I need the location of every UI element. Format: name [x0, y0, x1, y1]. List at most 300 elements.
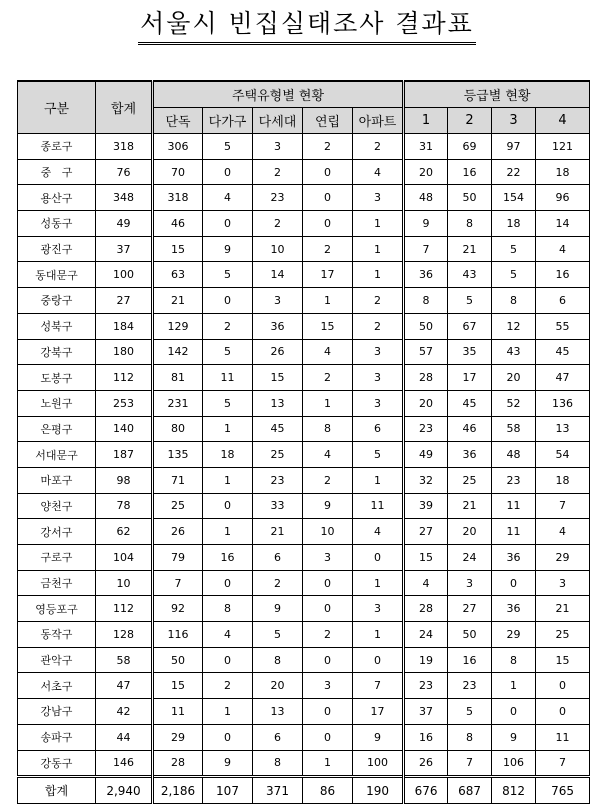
- type-row-house-cell: 1: [303, 390, 353, 416]
- type-row-house-cell: 2: [303, 467, 353, 493]
- district-total: 112: [96, 596, 153, 622]
- type-apartment-cell: 0: [353, 647, 404, 673]
- type-row-house-cell: 3: [303, 545, 353, 571]
- grade-2-cell: 69: [448, 134, 492, 160]
- grade-4-cell: 4: [536, 236, 590, 262]
- district-total: 180: [96, 339, 153, 365]
- grade-4-cell: 11: [536, 724, 590, 750]
- grade-4-cell: 0: [536, 699, 590, 725]
- district-name: 강북구: [18, 339, 96, 365]
- district-total: 100: [96, 262, 153, 288]
- district-total: 104: [96, 545, 153, 571]
- grade-4-cell: 3: [536, 570, 590, 596]
- grade-3-cell: 11: [492, 519, 536, 545]
- grade-2-cell: 17: [448, 365, 492, 391]
- type-apartment-cell: 17: [353, 699, 404, 725]
- type-detached-cell: 81: [153, 365, 203, 391]
- district-name: 도봉구: [18, 365, 96, 391]
- grade-3-cell: 22: [492, 159, 536, 185]
- type-apartment-cell: 11: [353, 493, 404, 519]
- table-row: [18, 724, 590, 750]
- district-total: 62: [96, 519, 153, 545]
- type-multi-family-cell: 4: [203, 185, 253, 211]
- type-multi-family-cell: 0: [203, 493, 253, 519]
- grade-1-cell: 32: [404, 467, 448, 493]
- grade-3-cell: 48: [492, 442, 536, 468]
- grade-2-cell: 35: [448, 339, 492, 365]
- type-apartment-cell: 1: [353, 262, 404, 288]
- district-total: 128: [96, 622, 153, 648]
- table-row: [18, 442, 590, 468]
- type-multi-family-cell: 9: [203, 236, 253, 262]
- grade-1-cell: 20: [404, 159, 448, 185]
- grade-4-cell: 55: [536, 313, 590, 339]
- district-total: 112: [96, 365, 153, 391]
- type-multi-household-cell: 371: [253, 777, 303, 804]
- district-name: 중 구: [18, 159, 96, 185]
- table-row: [18, 673, 590, 699]
- total-row: [18, 777, 590, 804]
- table-row: [18, 159, 590, 185]
- type-apartment-cell: 4: [353, 159, 404, 185]
- header-total: 합계: [96, 81, 153, 134]
- grade-4-cell: 14: [536, 211, 590, 237]
- type-multi-family-cell: 5: [203, 390, 253, 416]
- type-multi-household-cell: 9: [253, 596, 303, 622]
- type-row-house-cell: 0: [303, 724, 353, 750]
- type-row-house-cell: 86: [303, 777, 353, 804]
- grade-4-cell: 25: [536, 622, 590, 648]
- grade-4-cell: 765: [536, 777, 590, 804]
- header-type-detached: 단독: [153, 108, 203, 134]
- type-apartment-cell: 1: [353, 622, 404, 648]
- grade-3-cell: 0: [492, 699, 536, 725]
- grade-2-cell: 45: [448, 390, 492, 416]
- header-grade-1: 1: [404, 108, 448, 134]
- type-detached-cell: 50: [153, 647, 203, 673]
- grade-1-cell: 19: [404, 647, 448, 673]
- grade-3-cell: 97: [492, 134, 536, 160]
- grade-3-cell: 0: [492, 570, 536, 596]
- grade-2-cell: 50: [448, 622, 492, 648]
- grade-3-cell: 8: [492, 647, 536, 673]
- type-detached-cell: 26: [153, 519, 203, 545]
- type-detached-cell: 63: [153, 262, 203, 288]
- grade-4-cell: 21: [536, 596, 590, 622]
- type-multi-household-cell: 26: [253, 339, 303, 365]
- table-row: [18, 313, 590, 339]
- type-row-house-cell: 0: [303, 211, 353, 237]
- district-name: 중랑구: [18, 288, 96, 314]
- table-row: [18, 647, 590, 673]
- type-apartment-cell: 1: [353, 467, 404, 493]
- type-detached-cell: 79: [153, 545, 203, 571]
- header-type-apartment: 아파트: [353, 108, 404, 134]
- grade-1-cell: 7: [404, 236, 448, 262]
- type-row-house-cell: 2: [303, 236, 353, 262]
- district-total: 27: [96, 288, 153, 314]
- grade-1-cell: 28: [404, 365, 448, 391]
- type-detached-cell: 129: [153, 313, 203, 339]
- grade-1-cell: 36: [404, 262, 448, 288]
- district-total: 2,940: [96, 777, 153, 804]
- type-multi-household-cell: 23: [253, 467, 303, 493]
- type-apartment-cell: 2: [353, 288, 404, 314]
- grade-1-cell: 24: [404, 622, 448, 648]
- type-row-house-cell: 0: [303, 159, 353, 185]
- table-row: [18, 699, 590, 725]
- grade-4-cell: 54: [536, 442, 590, 468]
- grade-1-cell: 37: [404, 699, 448, 725]
- type-multi-household-cell: 2: [253, 570, 303, 596]
- grade-2-cell: 21: [448, 493, 492, 519]
- district-name: 관악구: [18, 647, 96, 673]
- grade-3-cell: 812: [492, 777, 536, 804]
- grade-2-cell: 24: [448, 545, 492, 571]
- type-apartment-cell: 4: [353, 519, 404, 545]
- grade-1-cell: 50: [404, 313, 448, 339]
- type-multi-family-cell: 0: [203, 159, 253, 185]
- type-multi-family-cell: 0: [203, 211, 253, 237]
- table-row: [18, 288, 590, 314]
- type-apartment-cell: 190: [353, 777, 404, 804]
- type-detached-cell: 231: [153, 390, 203, 416]
- grade-3-cell: 36: [492, 596, 536, 622]
- grade-1-cell: 20: [404, 390, 448, 416]
- type-multi-household-cell: 8: [253, 750, 303, 777]
- type-multi-family-cell: 9: [203, 750, 253, 777]
- type-multi-household-cell: 10: [253, 236, 303, 262]
- district-name: 동작구: [18, 622, 96, 648]
- type-row-house-cell: 4: [303, 339, 353, 365]
- grade-3-cell: 58: [492, 416, 536, 442]
- type-detached-cell: 15: [153, 673, 203, 699]
- district-total: 44: [96, 724, 153, 750]
- type-multi-household-cell: 2: [253, 159, 303, 185]
- grade-4-cell: 13: [536, 416, 590, 442]
- grade-4-cell: 0: [536, 673, 590, 699]
- type-multi-family-cell: 5: [203, 134, 253, 160]
- grade-4-cell: 45: [536, 339, 590, 365]
- type-detached-cell: 29: [153, 724, 203, 750]
- grade-2-cell: 23: [448, 673, 492, 699]
- type-multi-household-cell: 14: [253, 262, 303, 288]
- type-multi-household-cell: 25: [253, 442, 303, 468]
- type-multi-family-cell: 0: [203, 570, 253, 596]
- type-row-house-cell: 3: [303, 673, 353, 699]
- grade-3-cell: 12: [492, 313, 536, 339]
- header-grade-group: 등급별 현황: [404, 81, 590, 108]
- grade-2-cell: 67: [448, 313, 492, 339]
- district-name: 양천구: [18, 493, 96, 519]
- table-row: [18, 236, 590, 262]
- type-detached-cell: 11: [153, 699, 203, 725]
- type-row-house-cell: 2: [303, 134, 353, 160]
- result-table: [17, 80, 590, 804]
- title-wrap: [0, 4, 614, 45]
- grade-3-cell: 154: [492, 185, 536, 211]
- grade-1-cell: 8: [404, 288, 448, 314]
- type-detached-cell: 92: [153, 596, 203, 622]
- type-multi-family-cell: 0: [203, 647, 253, 673]
- grade-2-cell: 25: [448, 467, 492, 493]
- type-multi-family-cell: 11: [203, 365, 253, 391]
- type-detached-cell: 28: [153, 750, 203, 777]
- type-apartment-cell: 7: [353, 673, 404, 699]
- table-row: [18, 519, 590, 545]
- type-multi-household-cell: 45: [253, 416, 303, 442]
- table-row: [18, 750, 590, 777]
- grade-4-cell: 6: [536, 288, 590, 314]
- type-row-house-cell: 15: [303, 313, 353, 339]
- table-row: [18, 545, 590, 571]
- type-multi-family-cell: 2: [203, 313, 253, 339]
- type-multi-household-cell: 3: [253, 134, 303, 160]
- type-apartment-cell: 3: [353, 185, 404, 211]
- grade-1-cell: 28: [404, 596, 448, 622]
- type-row-house-cell: 2: [303, 622, 353, 648]
- grade-1-cell: 39: [404, 493, 448, 519]
- type-multi-household-cell: 21: [253, 519, 303, 545]
- grade-3-cell: 43: [492, 339, 536, 365]
- grade-2-cell: 5: [448, 288, 492, 314]
- table-row: [18, 134, 590, 160]
- district-total: 184: [96, 313, 153, 339]
- type-apartment-cell: 6: [353, 416, 404, 442]
- header-district: 구분: [18, 81, 96, 134]
- grade-3-cell: 36: [492, 545, 536, 571]
- type-apartment-cell: 1: [353, 236, 404, 262]
- grade-3-cell: 106: [492, 750, 536, 777]
- table-row: [18, 365, 590, 391]
- type-multi-household-cell: 15: [253, 365, 303, 391]
- type-multi-household-cell: 36: [253, 313, 303, 339]
- type-multi-family-cell: 1: [203, 416, 253, 442]
- district-total: 187: [96, 442, 153, 468]
- district-total: 49: [96, 211, 153, 237]
- table-row: [18, 390, 590, 416]
- type-multi-family-cell: 8: [203, 596, 253, 622]
- district-total: 10: [96, 570, 153, 596]
- grade-2-cell: 43: [448, 262, 492, 288]
- type-multi-household-cell: 6: [253, 724, 303, 750]
- district-name: 합계: [18, 777, 96, 804]
- type-row-house-cell: 9: [303, 493, 353, 519]
- header-grade-4: 4: [536, 108, 590, 134]
- district-name: 용산구: [18, 185, 96, 211]
- grade-3-cell: 20: [492, 365, 536, 391]
- grade-4-cell: 47: [536, 365, 590, 391]
- district-total: 146: [96, 750, 153, 777]
- table-row: [18, 493, 590, 519]
- type-multi-family-cell: 1: [203, 699, 253, 725]
- district-total: 318: [96, 134, 153, 160]
- district-total: 37: [96, 236, 153, 262]
- type-detached-cell: 7: [153, 570, 203, 596]
- type-apartment-cell: 5: [353, 442, 404, 468]
- district-total: 98: [96, 467, 153, 493]
- header-row-group: [18, 81, 590, 108]
- type-multi-household-cell: 2: [253, 211, 303, 237]
- type-row-house-cell: 1: [303, 288, 353, 314]
- type-row-house-cell: 10: [303, 519, 353, 545]
- grade-2-cell: 50: [448, 185, 492, 211]
- grade-1-cell: 9: [404, 211, 448, 237]
- type-multi-household-cell: 23: [253, 185, 303, 211]
- grade-3-cell: 5: [492, 236, 536, 262]
- district-name: 강서구: [18, 519, 96, 545]
- district-total: 348: [96, 185, 153, 211]
- grade-1-cell: 676: [404, 777, 448, 804]
- grade-4-cell: 18: [536, 467, 590, 493]
- grade-2-cell: 8: [448, 211, 492, 237]
- grade-4-cell: 121: [536, 134, 590, 160]
- table-row: [18, 416, 590, 442]
- type-row-house-cell: 0: [303, 596, 353, 622]
- type-apartment-cell: 0: [353, 545, 404, 571]
- grade-2-cell: 8: [448, 724, 492, 750]
- type-multi-household-cell: 5: [253, 622, 303, 648]
- grade-1-cell: 23: [404, 416, 448, 442]
- grade-3-cell: 11: [492, 493, 536, 519]
- type-row-house-cell: 17: [303, 262, 353, 288]
- type-detached-cell: 15: [153, 236, 203, 262]
- table-header: [18, 81, 590, 134]
- type-multi-family-cell: 107: [203, 777, 253, 804]
- grade-3-cell: 29: [492, 622, 536, 648]
- type-multi-family-cell: 18: [203, 442, 253, 468]
- type-detached-cell: 21: [153, 288, 203, 314]
- grade-2-cell: 21: [448, 236, 492, 262]
- type-detached-cell: 142: [153, 339, 203, 365]
- district-name: 서대문구: [18, 442, 96, 468]
- table-row: [18, 467, 590, 493]
- grade-4-cell: 4: [536, 519, 590, 545]
- type-apartment-cell: 100: [353, 750, 404, 777]
- grade-2-cell: 3: [448, 570, 492, 596]
- grade-4-cell: 29: [536, 545, 590, 571]
- type-multi-household-cell: 33: [253, 493, 303, 519]
- type-apartment-cell: 9: [353, 724, 404, 750]
- district-total: 76: [96, 159, 153, 185]
- header-type-row-house: 연립: [303, 108, 353, 134]
- table-row: [18, 570, 590, 596]
- type-multi-family-cell: 0: [203, 288, 253, 314]
- district-name: 마포구: [18, 467, 96, 493]
- grade-3-cell: 23: [492, 467, 536, 493]
- district-name: 강동구: [18, 750, 96, 777]
- type-row-house-cell: 4: [303, 442, 353, 468]
- grade-1-cell: 31: [404, 134, 448, 160]
- grade-1-cell: 27: [404, 519, 448, 545]
- header-housing-group: 주택유형별 현황: [153, 81, 404, 108]
- grade-2-cell: 16: [448, 647, 492, 673]
- type-detached-cell: 80: [153, 416, 203, 442]
- district-name: 은평구: [18, 416, 96, 442]
- district-name: 성동구: [18, 211, 96, 237]
- district-name: 강남구: [18, 699, 96, 725]
- district-total: 42: [96, 699, 153, 725]
- type-detached-cell: 46: [153, 211, 203, 237]
- district-name: 노원구: [18, 390, 96, 416]
- district-total: 140: [96, 416, 153, 442]
- header-grade-3: 3: [492, 108, 536, 134]
- grade-3-cell: 52: [492, 390, 536, 416]
- district-name: 동대문구: [18, 262, 96, 288]
- type-row-house-cell: 0: [303, 647, 353, 673]
- grade-2-cell: 20: [448, 519, 492, 545]
- table-body: [18, 134, 590, 804]
- table-row: [18, 339, 590, 365]
- district-total: 58: [96, 647, 153, 673]
- district-total: 47: [96, 673, 153, 699]
- type-row-house-cell: 2: [303, 365, 353, 391]
- grade-4-cell: 7: [536, 750, 590, 777]
- type-apartment-cell: 1: [353, 211, 404, 237]
- grade-3-cell: 1: [492, 673, 536, 699]
- table-row: [18, 622, 590, 648]
- grade-1-cell: 49: [404, 442, 448, 468]
- grade-2-cell: 7: [448, 750, 492, 777]
- type-multi-household-cell: 3: [253, 288, 303, 314]
- grade-2-cell: 687: [448, 777, 492, 804]
- page-title: 서울시 빈집실태조사 결과표: [138, 4, 476, 45]
- grade-3-cell: 9: [492, 724, 536, 750]
- header-type-multi-household: 다세대: [253, 108, 303, 134]
- type-detached-cell: 70: [153, 159, 203, 185]
- district-name: 금천구: [18, 570, 96, 596]
- type-apartment-cell: 1: [353, 570, 404, 596]
- grade-4-cell: 16: [536, 262, 590, 288]
- header-grade-2: 2: [448, 108, 492, 134]
- type-multi-family-cell: 5: [203, 339, 253, 365]
- district-name: 영등포구: [18, 596, 96, 622]
- type-detached-cell: 318: [153, 185, 203, 211]
- type-row-house-cell: 0: [303, 185, 353, 211]
- grade-3-cell: 18: [492, 211, 536, 237]
- district-total: 253: [96, 390, 153, 416]
- grade-4-cell: 96: [536, 185, 590, 211]
- district-name: 성북구: [18, 313, 96, 339]
- type-detached-cell: 25: [153, 493, 203, 519]
- type-multi-family-cell: 1: [203, 519, 253, 545]
- grade-1-cell: 48: [404, 185, 448, 211]
- table-row: [18, 185, 590, 211]
- type-row-house-cell: 8: [303, 416, 353, 442]
- type-multi-family-cell: 1: [203, 467, 253, 493]
- type-detached-cell: 306: [153, 134, 203, 160]
- type-multi-family-cell: 4: [203, 622, 253, 648]
- type-multi-household-cell: 13: [253, 390, 303, 416]
- district-name: 구로구: [18, 545, 96, 571]
- type-apartment-cell: 3: [353, 339, 404, 365]
- grade-2-cell: 27: [448, 596, 492, 622]
- type-detached-cell: 71: [153, 467, 203, 493]
- grade-4-cell: 18: [536, 159, 590, 185]
- district-name: 서초구: [18, 673, 96, 699]
- grade-2-cell: 16: [448, 159, 492, 185]
- grade-2-cell: 36: [448, 442, 492, 468]
- type-row-house-cell: 0: [303, 570, 353, 596]
- type-apartment-cell: 3: [353, 596, 404, 622]
- type-multi-household-cell: 8: [253, 647, 303, 673]
- table-row: [18, 262, 590, 288]
- type-apartment-cell: 3: [353, 365, 404, 391]
- type-multi-family-cell: 2: [203, 673, 253, 699]
- grade-1-cell: 26: [404, 750, 448, 777]
- type-apartment-cell: 2: [353, 134, 404, 160]
- type-detached-cell: 135: [153, 442, 203, 468]
